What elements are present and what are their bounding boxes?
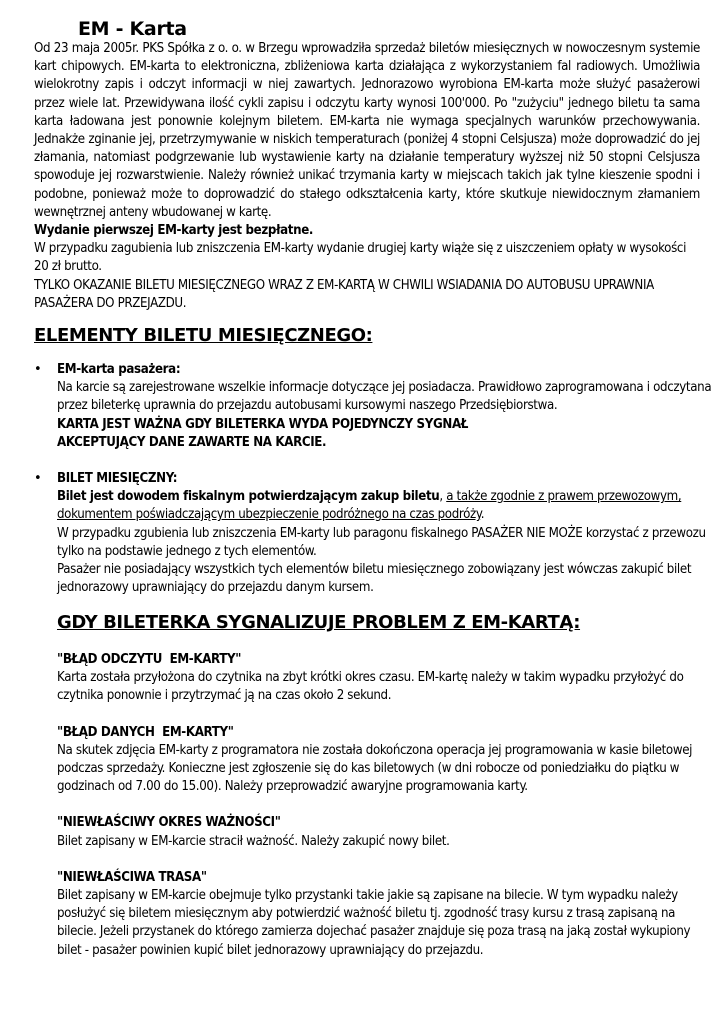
problem-title: "BŁĄD DANYCH EM-KARTY"	[57, 724, 234, 740]
problem-title: "NIEWŁAŚCIWA TRASA"	[57, 869, 207, 885]
problem-title: "NIEWŁAŚCIWY OKRES WAŻNOŚCI"	[57, 815, 281, 831]
intro-section	[34, 40, 700, 313]
problem-text: Bilet zapisany w EM-karcie obejmuje tylko przystanki takie jakie są zapisane na bilecie. W tym wypadku należy posłużyć się biletem miesięcznym aby potwierdzić ważność biletu tj. zgodność trasy kursu z trasą zapisaną na bilecie. Jeżeli przystanek do którego zamierza dojechać pasażer znajduje się poza trasą na jaką został wykupiony bilet - pasażer powinien kupić bilet jednorazowy uprawniający do przejazdu.	[57, 888, 691, 958]
problem-text: Bilet zapisany w EM-karcie stracił ważność. Należy zakupić nowy bilet.	[57, 833, 450, 849]
list-item-title: EM-karta pasażera:	[57, 362, 181, 377]
document-title: EM - Karta	[78, 18, 187, 40]
insurance-underlined: a także zgodnie z prawem przewozowym, dokumentem poświadczającym ubezpieczenie podróżnego na czas podróży	[57, 489, 682, 523]
problem-data-error	[57, 724, 717, 797]
list-item-title: BILET MIESIĘCZNY:	[57, 471, 178, 487]
problems-list	[57, 651, 717, 978]
list-item-fiscal-proof	[57, 488, 717, 524]
list-item-em-card	[34, 361, 714, 452]
list-item-emphasis: KARTA JEST WAŻNA GDY BILETERKA WYDA POJEDYNCZY SYGNAŁ AKCEPTUJĄCY DANE ZAWARTE NA KARCIE.	[57, 416, 469, 450]
bullet-icon: •	[34, 471, 42, 487]
problem-read-error	[57, 651, 717, 706]
problem-text: Na skutek zdjęcia EM-karty z programatora nie została dokończona operacja jej programowania w kasie biletowej podczas sprzedaży. Konieczne jest zgłoszenie się do kas biletowych (w dni robocze od poniedziałku do piątku w godzinach od 7.00 do 15.00). Należy przeprowadzić awaryjne programowania karty.	[57, 742, 693, 795]
list-item-text: Na karcie są zarejestrowane wszelkie informacje dotyczące jej posiadacza. Prawidłowo zaprogramowana i odczytana przez bileterkę uprawnia do przejazdu autobusami kursowymi naszego Przedsiębiorstwa.	[57, 380, 712, 414]
problem-title: "BŁĄD ODCZYTU EM-KARTY"	[57, 652, 242, 667]
bullet-icon: •	[34, 362, 42, 377]
elements-heading: ELEMENTY BILETU MIESIĘCZNEGO:	[34, 325, 373, 346]
problems-heading: GDY BILETERKA SYGNALIZUJE PROBLEM Z EM-KARTĄ:	[57, 612, 581, 633]
elements-list	[34, 361, 714, 597]
period: .	[480, 507, 485, 523]
list-item-text-1: W przypadku zgubienia lub zniszczenia EM-karty lub paragonu fiskalnego PASAŻER NIE MOŻE korzystać z przewozu tylko na podstawie jednego z tych elementów.	[57, 525, 706, 559]
intro-paragraph: Od 23 maja 2005r. PKS Spółka z o. o. w Brzegu wprowadziła sprzedaż biletów miesięcznych w nowoczesnym systemie kart chipowych. EM-karta to elektroniczna, zbliżeniowa karta działająca z wykorzystaniem fal radiowych. Umożliwia wielokrotny zapis i odczyt informacji w niej zawartych. Jednorazowo wyrobiona EM-karta może służyć pasażerowi przez wiele lat. Przewidywana ilość cykli zapisu i odczytu karty wynosi 100'000. Po "zużyciu" jednego biletu ta sama karta ładowana jest ponownie kolejnym biletem. EM-karta nie wymaga specjalnych warunków przechowywania. Jednakże zginanie jej, przetrzymywanie w niskich temperaturach (poniżej 4 stopni Celsjusza) może doprowadzić do jej złamania, natomiast podgrzewanie lub wystawienie karty na działanie temperatury wyższej niż 50 stopni Celsjusza spowoduje jej rozwarstwienie. Należy również unikać trzymania karty w miejscach takich jak tylne kieszenie spodni i podobne, ponieważ może to doprowadzić do stałego odkształcenia karty, które skutkuje niewidocznym złamaniem wewnętrznej anteny wbudowanej w kartę.	[34, 41, 700, 220]
list-item-text-2: Pasażer nie posiadający wszystkich tych elementów biletu miesięcznego zobowiązany jest wówczas zakupić bilet jednorazowy uprawniający do przejazdu danym kursem.	[57, 562, 692, 596]
boarding-notice: TYLKO OKAZANIE BILETU MIESIĘCZNEGO WRAZ Z EM-KARTĄ W CHWILI WSIADANIA DO AUTOBUSU UPRAWNIA PASAŻERA DO PRZEJAZDU.	[34, 277, 654, 311]
replacement-fee-note: W przypadku zagubienia lub zniszczenia EM-karty wydanie drugiej karty wiąże się z uiszczeniem opłaty w wysokości 20 zł brutto.	[34, 241, 687, 275]
list-item-monthly-ticket	[34, 470, 714, 597]
free-issue-note: Wydanie pierwszej EM-karty jest bezpłatne.	[34, 223, 314, 239]
fiscal-proof-bold: Bilet jest dowodem fiskalnym potwierdzającym zakup biletu	[57, 489, 440, 505]
problem-text: Karta została przyłożona do czytnika na zbyt krótki okres czasu. EM-kartę należy w takim wypadku przyłożyć do czytnika ponownie i przytrzymać ją na czas około 2 sekund.	[57, 670, 684, 704]
problem-invalid-route	[57, 869, 717, 960]
problem-invalid-validity	[57, 814, 717, 850]
comma: ,	[439, 489, 447, 505]
